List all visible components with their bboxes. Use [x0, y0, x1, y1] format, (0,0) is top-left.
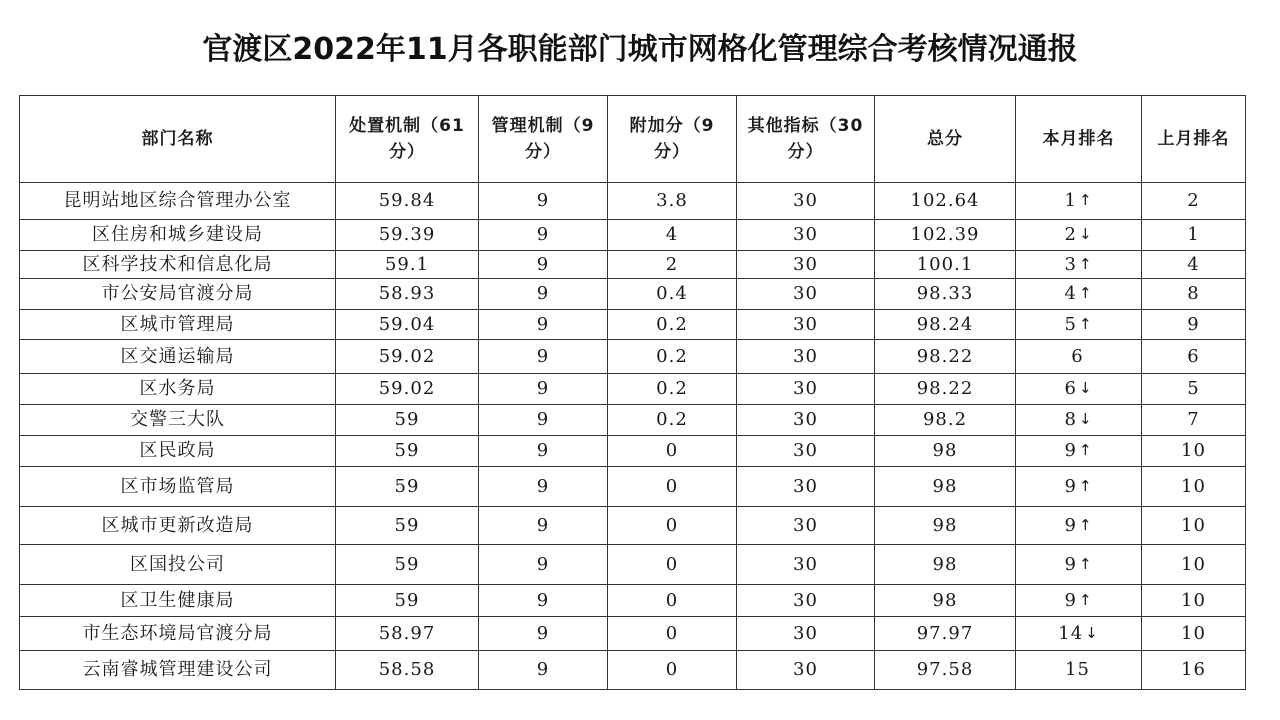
cell-mgmt: 9 [479, 467, 608, 507]
rank-value: 4 [1064, 283, 1077, 304]
cell-bonus: 0 [608, 507, 737, 545]
cell-dept: 区住房和城乡建设局 [20, 220, 336, 251]
cell-mgmt: 9 [479, 374, 608, 405]
table-row [20, 279, 1246, 310]
cell-disposal: 59 [336, 585, 479, 617]
cell-other: 30 [737, 251, 875, 279]
table-row [20, 651, 1246, 690]
cell-prev-rank: 8 [1142, 279, 1246, 310]
trend-arrow-icon: ↑ [1078, 441, 1093, 459]
cell-mgmt: 9 [479, 585, 608, 617]
cell-prev-rank: 6 [1142, 340, 1246, 374]
trend-arrow-icon: ↓ [1078, 410, 1093, 428]
cell-rank [1016, 545, 1142, 585]
rank-value: 9 [1064, 589, 1077, 611]
cell-total: 98 [875, 507, 1016, 545]
table-row [20, 436, 1246, 467]
trend-arrow-icon: ↑ [1078, 314, 1093, 333]
cell-total: 97.97 [875, 617, 1016, 651]
cell-prev-rank: 4 [1142, 251, 1246, 279]
trend-arrow-icon: ↓ [1078, 225, 1093, 243]
header-bonus: 附加分（9分） [608, 96, 737, 183]
trend-arrow-icon: ↑ [1078, 554, 1093, 573]
cell-prev-rank: 10 [1142, 467, 1246, 507]
cell-rank [1016, 251, 1142, 279]
trend-arrow-icon: ↑ [1078, 590, 1093, 609]
cell-mgmt: 9 [479, 651, 608, 690]
cell-total: 98.24 [875, 310, 1016, 340]
cell-disposal: 59 [336, 405, 479, 436]
cell-mgmt: 9 [479, 405, 608, 436]
trend-arrow-icon: ↓ [1085, 623, 1099, 642]
cell-mgmt: 9 [479, 251, 608, 279]
cell-prev-rank: 10 [1142, 507, 1246, 545]
cell-prev-rank: 9 [1142, 310, 1246, 340]
report-table [19, 95, 1246, 690]
cell-dept: 云南睿城管理建设公司 [20, 651, 336, 690]
cell-rank [1016, 507, 1142, 545]
cell-disposal: 59.02 [336, 340, 479, 374]
cell-bonus: 0.4 [608, 279, 737, 310]
cell-other: 30 [737, 374, 875, 405]
cell-total: 98 [875, 467, 1016, 507]
cell-rank [1016, 279, 1142, 310]
rank-value: 6 [1064, 378, 1077, 399]
rank-value: 9 [1064, 475, 1077, 497]
cell-other: 30 [737, 220, 875, 251]
cell-total: 98.22 [875, 374, 1016, 405]
cell-rank [1016, 310, 1142, 340]
cell-disposal: 59 [336, 507, 479, 545]
rank-value: 5 [1064, 313, 1077, 335]
rank-value: 3 [1064, 253, 1077, 275]
cell-disposal: 59 [336, 467, 479, 507]
cell-dept: 昆明站地区综合管理办公室 [20, 183, 336, 220]
cell-other: 30 [737, 279, 875, 310]
header-dept: 部门名称 [20, 96, 336, 183]
cell-bonus: 0 [608, 467, 737, 507]
cell-dept: 区城市管理局 [20, 310, 336, 340]
cell-other: 30 [737, 183, 875, 220]
cell-prev-rank: 1 [1142, 220, 1246, 251]
cell-bonus: 0.2 [608, 374, 737, 405]
cell-bonus: 0 [608, 436, 737, 467]
header-prev-rank: 上月排名 [1142, 96, 1246, 183]
table-row [20, 545, 1246, 585]
cell-other: 30 [737, 405, 875, 436]
cell-mgmt: 9 [479, 340, 608, 374]
cell-bonus: 0.2 [608, 405, 737, 436]
cell-other: 30 [737, 585, 875, 617]
cell-disposal: 59.39 [336, 220, 479, 251]
cell-bonus: 2 [608, 251, 737, 279]
cell-total: 102.64 [875, 183, 1016, 220]
cell-total: 98.2 [875, 405, 1016, 436]
table-row [20, 310, 1246, 340]
cell-bonus: 0 [608, 585, 737, 617]
cell-bonus: 0.2 [608, 340, 737, 374]
header-mgmt: 管理机制（9分） [479, 96, 608, 183]
rank-value: 2 [1064, 224, 1077, 245]
cell-other: 30 [737, 310, 875, 340]
cell-prev-rank: 2 [1142, 183, 1246, 220]
table-row [20, 585, 1246, 617]
rank-value: 6 [1071, 345, 1084, 367]
cell-dept: 区城市更新改造局 [20, 507, 336, 545]
cell-bonus: 0 [608, 545, 737, 585]
cell-total: 98.22 [875, 340, 1016, 374]
cell-dept: 区水务局 [20, 374, 336, 405]
rank-value: 9 [1064, 553, 1077, 575]
cell-disposal: 59.02 [336, 374, 479, 405]
cell-mgmt: 9 [479, 310, 608, 340]
cell-bonus: 3.8 [608, 183, 737, 220]
cell-dept: 区民政局 [20, 436, 336, 467]
cell-prev-rank: 10 [1142, 617, 1246, 651]
table-row [20, 507, 1246, 545]
table-row [20, 183, 1246, 220]
cell-other: 30 [737, 545, 875, 585]
header-total: 总分 [875, 96, 1016, 183]
cell-other: 30 [737, 507, 875, 545]
trend-arrow-icon: ↑ [1078, 254, 1093, 273]
cell-prev-rank: 5 [1142, 374, 1246, 405]
cell-rank [1016, 340, 1142, 374]
cell-disposal: 58.58 [336, 651, 479, 690]
table-row [20, 617, 1246, 651]
cell-rank [1016, 651, 1142, 690]
cell-disposal: 59.1 [336, 251, 479, 279]
cell-disposal: 58.97 [336, 617, 479, 651]
cell-other: 30 [737, 617, 875, 651]
cell-dept: 交警三大队 [20, 405, 336, 436]
trend-arrow-icon: ↑ [1078, 191, 1093, 209]
cell-total: 98.33 [875, 279, 1016, 310]
cell-total: 100.1 [875, 251, 1016, 279]
rank-value: 15 [1065, 659, 1090, 680]
cell-bonus: 0.2 [608, 310, 737, 340]
rank-value: 8 [1064, 409, 1077, 430]
table-row [20, 340, 1246, 374]
cell-other: 30 [737, 651, 875, 690]
cell-rank [1016, 436, 1142, 467]
cell-rank [1016, 183, 1142, 220]
cell-disposal: 59 [336, 436, 479, 467]
cell-other: 30 [737, 340, 875, 374]
header-disposal: 处置机制（61分） [336, 96, 479, 183]
trend-arrow-icon: ↑ [1078, 515, 1093, 534]
rank-value: 9 [1064, 440, 1077, 461]
cell-mgmt: 9 [479, 220, 608, 251]
cell-dept: 市公安局官渡分局 [20, 279, 336, 310]
cell-bonus: 0 [608, 651, 737, 690]
cell-prev-rank: 16 [1142, 651, 1246, 690]
cell-total: 102.39 [875, 220, 1016, 251]
cell-rank [1016, 467, 1142, 507]
cell-total: 98 [875, 545, 1016, 585]
trend-arrow-icon: ↑ [1078, 476, 1093, 495]
cell-dept: 区卫生健康局 [20, 585, 336, 617]
cell-mgmt: 9 [479, 436, 608, 467]
table-row [20, 251, 1246, 279]
cell-prev-rank: 10 [1142, 585, 1246, 617]
cell-dept: 区市场监管局 [20, 467, 336, 507]
cell-rank [1016, 617, 1142, 651]
table-row [20, 220, 1246, 251]
cell-rank [1016, 374, 1142, 405]
header-other: 其他指标（30分） [737, 96, 875, 183]
rank-value: 9 [1064, 514, 1077, 536]
trend-arrow-icon: ↑ [1078, 284, 1093, 302]
cell-rank [1016, 220, 1142, 251]
cell-mgmt: 9 [479, 507, 608, 545]
cell-dept: 市生态环境局官渡分局 [20, 617, 336, 651]
cell-dept: 区科学技术和信息化局 [20, 251, 336, 279]
trend-arrow-icon: ↓ [1078, 379, 1093, 397]
cell-bonus: 0 [608, 617, 737, 651]
cell-disposal: 59.84 [336, 183, 479, 220]
cell-mgmt: 9 [479, 545, 608, 585]
cell-total: 98 [875, 585, 1016, 617]
table-row [20, 374, 1246, 405]
cell-dept: 区交通运输局 [20, 340, 336, 374]
table-row [20, 467, 1246, 507]
rank-value: 14 [1058, 622, 1084, 644]
cell-other: 30 [737, 467, 875, 507]
header-rank: 本月排名 [1016, 96, 1142, 183]
cell-prev-rank: 10 [1142, 436, 1246, 467]
cell-rank [1016, 405, 1142, 436]
cell-other: 30 [737, 436, 875, 467]
cell-prev-rank: 7 [1142, 405, 1246, 436]
table-row [20, 405, 1246, 436]
header-row [20, 96, 1246, 183]
cell-total: 97.58 [875, 651, 1016, 690]
page-title: 官渡区2022年11月各职能部门城市网格化管理综合考核情况通报 [202, 32, 1078, 67]
cell-mgmt: 9 [479, 183, 608, 220]
cell-mgmt: 9 [479, 617, 608, 651]
cell-disposal: 59.04 [336, 310, 479, 340]
cell-rank [1016, 585, 1142, 617]
cell-total: 98 [875, 436, 1016, 467]
cell-bonus: 4 [608, 220, 737, 251]
rank-value: 1 [1064, 190, 1077, 211]
cell-mgmt: 9 [479, 279, 608, 310]
cell-disposal: 59 [336, 545, 479, 585]
cell-dept: 区国投公司 [20, 545, 336, 585]
cell-prev-rank: 10 [1142, 545, 1246, 585]
cell-disposal: 58.93 [336, 279, 479, 310]
